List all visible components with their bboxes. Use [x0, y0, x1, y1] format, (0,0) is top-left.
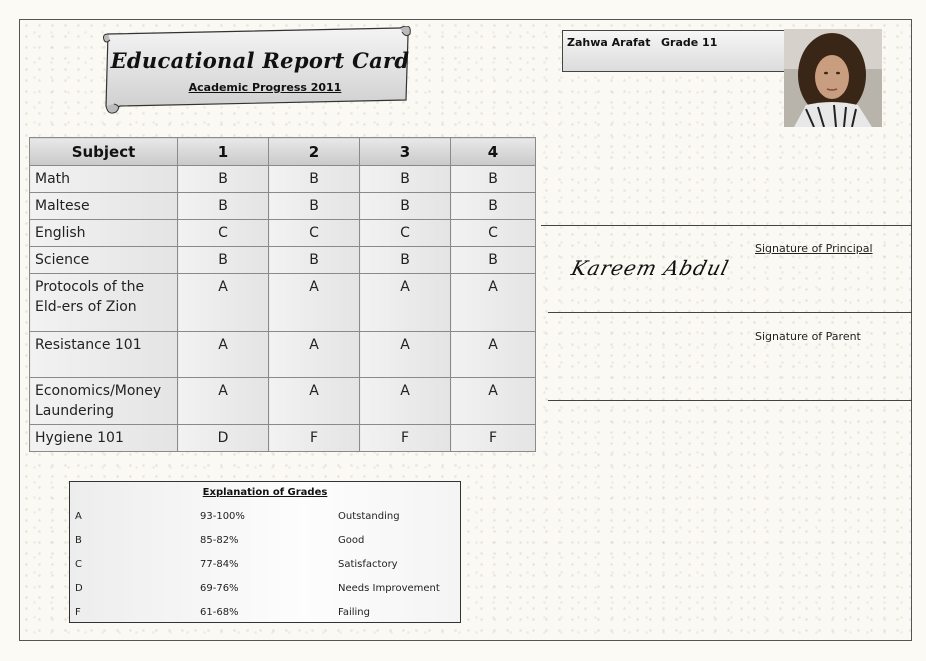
grade-cell: F — [451, 425, 536, 452]
grade-letter: D — [75, 583, 83, 594]
grade-cell: F — [360, 425, 451, 452]
grade-cell: B — [451, 193, 536, 220]
report-card-subtitle: Academic Progress 2011 — [188, 81, 342, 94]
grade-cell: F — [269, 425, 360, 452]
student-info-box — [562, 30, 786, 72]
grade-cell: B — [269, 193, 360, 220]
header-term-1: 1 — [178, 138, 269, 166]
grade-cell: A — [451, 274, 536, 332]
subject-cell: Economics/Money Laundering — [30, 378, 178, 425]
grade-range: 77-84% — [200, 559, 239, 570]
table-row — [30, 425, 536, 452]
grade-cell: A — [360, 378, 451, 425]
grade-cell: A — [451, 378, 536, 425]
student-photo — [784, 29, 882, 127]
subject-cell: English — [30, 220, 178, 247]
table-row — [30, 274, 536, 332]
subject-cell: Math — [30, 166, 178, 193]
grades-table — [29, 137, 536, 452]
subject-cell: Protocols of the Eld-ers of Zion — [30, 274, 178, 332]
table-row — [30, 247, 536, 274]
grade-cell: C — [269, 220, 360, 247]
grade-cell: C — [178, 220, 269, 247]
parent-signature-label: Signature of Parent — [755, 330, 861, 343]
grade-letter: F — [75, 607, 81, 618]
grade-description: Failing — [338, 607, 370, 618]
list-item — [70, 559, 460, 573]
grade-cell: A — [269, 274, 360, 332]
header-term-2: 2 — [269, 138, 360, 166]
grade-description: Needs Improvement — [338, 583, 440, 594]
grade-cell: D — [178, 425, 269, 452]
grade-cell: A — [360, 332, 451, 378]
grade-description: Outstanding — [338, 511, 400, 522]
header-term-3: 3 — [360, 138, 451, 166]
report-card-title: Educational Report Card — [110, 48, 410, 73]
student-name: Zahwa Arafat — [567, 36, 651, 49]
table-row — [30, 193, 536, 220]
table-row — [30, 378, 536, 425]
list-item — [70, 535, 460, 549]
grade-range: 69-76% — [200, 583, 239, 594]
grade-cell: A — [269, 378, 360, 425]
principal-signature-label: Signature of Principal — [755, 242, 873, 255]
subject-cell: Maltese — [30, 193, 178, 220]
grade-cell: B — [269, 247, 360, 274]
grade-cell: B — [178, 166, 269, 193]
grade-cell: A — [269, 332, 360, 378]
grade-cell: A — [451, 332, 536, 378]
grade-cell: C — [451, 220, 536, 247]
grades-header-row — [30, 138, 536, 166]
grade-range: 93-100% — [200, 511, 245, 522]
grade-cell: A — [178, 332, 269, 378]
grade-cell: A — [178, 274, 269, 332]
grade-cell: B — [178, 247, 269, 274]
grade-explanation-box — [69, 481, 461, 623]
grade-cell: B — [451, 166, 536, 193]
grade-cell: A — [360, 274, 451, 332]
grade-description: Good — [338, 535, 365, 546]
list-item — [70, 607, 460, 621]
principal-signature: Kareem Abdul — [569, 256, 732, 280]
grade-cell: B — [451, 247, 536, 274]
subject-cell: Resistance 101 — [30, 332, 178, 378]
table-row — [30, 220, 536, 247]
list-item — [70, 511, 460, 525]
header-subject: Subject — [30, 138, 178, 166]
subject-cell: Science — [30, 247, 178, 274]
table-row — [30, 332, 536, 378]
grade-cell: B — [360, 247, 451, 274]
table-row — [30, 166, 536, 193]
student-grade: Grade 11 — [661, 36, 718, 49]
grade-cell: B — [360, 193, 451, 220]
list-item — [70, 583, 460, 597]
grade-cell: B — [269, 166, 360, 193]
grade-letter: A — [75, 511, 82, 522]
grade-cell: B — [360, 166, 451, 193]
signature-divider — [541, 225, 912, 226]
header-term-4: 4 — [451, 138, 536, 166]
signature-divider — [548, 400, 912, 401]
grade-cell: A — [178, 378, 269, 425]
grade-cell: B — [178, 193, 269, 220]
grade-letter: B — [75, 535, 82, 546]
grade-range: 85-82% — [200, 535, 239, 546]
title-scroll-banner — [100, 26, 410, 116]
grade-cell: C — [360, 220, 451, 247]
grade-description: Satisfactory — [338, 559, 398, 570]
subject-cell: Hygiene 101 — [30, 425, 178, 452]
grade-letter: C — [75, 559, 82, 570]
grade-range: 61-68% — [200, 607, 239, 618]
grade-explanation-title: Explanation of Grades — [202, 487, 328, 498]
signature-divider — [548, 312, 912, 313]
